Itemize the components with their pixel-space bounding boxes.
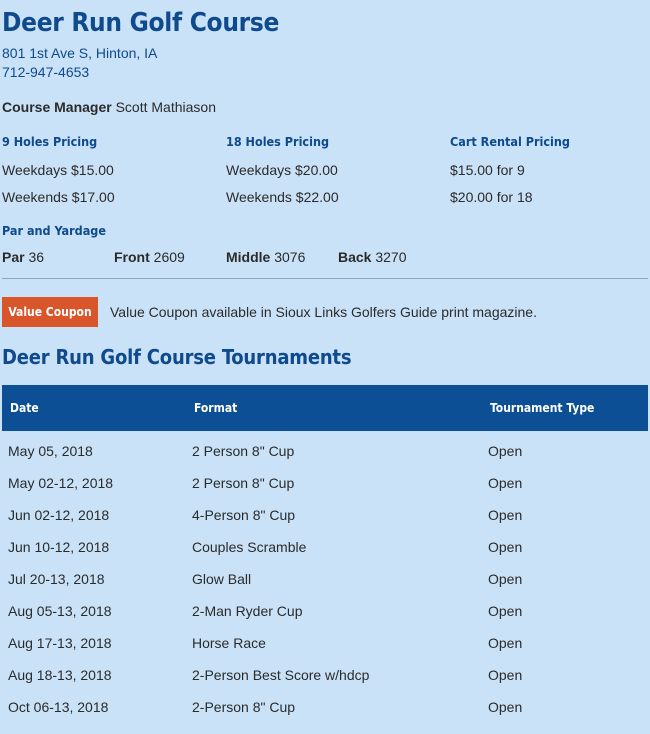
row-type: Open <box>488 667 523 683</box>
table-row <box>2 691 648 723</box>
par-yardage-row <box>2 249 648 267</box>
nine-holes-pricing <box>2 134 115 206</box>
course-name: Deer Run Golf Course <box>2 8 280 38</box>
row-date: Aug 18-13, 2018 <box>8 667 112 683</box>
course-page <box>2 6 648 723</box>
row-format: 2 Person 8" Cup <box>192 475 295 491</box>
row-type: Open <box>488 443 523 459</box>
front-label: Front <box>114 249 150 265</box>
row-type: Open <box>488 571 523 587</box>
course-phone[interactable]: 712-947-4653 <box>2 64 90 80</box>
row-date: Jun 02-12, 2018 <box>8 507 110 523</box>
header-date: Date <box>2 385 186 431</box>
middle-number: 3076 <box>274 249 306 265</box>
row-type: Open <box>488 603 523 619</box>
par-label: Par <box>2 249 25 265</box>
row-format: 2 Person 8" Cup <box>192 443 295 459</box>
row-date: May 02-12, 2018 <box>8 475 114 491</box>
course-manager-label: Course Manager <box>2 99 112 115</box>
course-manager-name: Scott Mathiason <box>115 99 216 115</box>
row-format: 2-Man Ryder Cup <box>192 603 303 619</box>
tournaments-header-row <box>2 385 648 431</box>
cart-rental-nine: $15.00 for 9 <box>450 162 525 178</box>
front-yardage <box>114 249 185 265</box>
row-type: Open <box>488 699 523 715</box>
coupon-description: Value Coupon available in Sioux Links Golfers Guide print magazine. <box>110 304 537 320</box>
row-type: Open <box>488 539 523 555</box>
table-row <box>2 431 648 467</box>
row-format: 4-Person 8" Cup <box>192 507 296 523</box>
middle-yardage <box>226 249 305 265</box>
course-manager <box>2 98 648 116</box>
row-date: Aug 17-13, 2018 <box>8 635 112 651</box>
header-tournament-type: Tournament Type <box>482 385 648 431</box>
row-format: Glow Ball <box>192 571 252 587</box>
back-label: Back <box>338 249 372 265</box>
table-row <box>2 531 648 563</box>
pricing-section <box>2 134 648 209</box>
par-value <box>2 249 44 265</box>
row-format: 2-Person Best Score w/hdcp <box>192 667 370 683</box>
row-format: Horse Race <box>192 635 266 651</box>
eighteen-holes-weekends: Weekends $22.00 <box>226 189 339 205</box>
table-row <box>2 595 648 627</box>
row-date: Aug 05-13, 2018 <box>8 603 112 619</box>
row-type: Open <box>488 475 523 491</box>
cart-rental-pricing <box>450 134 570 206</box>
eighteen-holes-weekdays: Weekdays $20.00 <box>226 162 338 178</box>
nine-holes-weekends: Weekends $17.00 <box>2 189 115 205</box>
cart-rental-eighteen: $20.00 for 18 <box>450 189 533 205</box>
tournaments-title: Deer Run Golf Course Tournaments <box>2 345 352 369</box>
eighteen-holes-heading: 18 Holes Pricing <box>226 134 330 149</box>
par-yardage-heading: Par and Yardage <box>2 223 106 238</box>
row-format: Couples Scramble <box>192 539 307 555</box>
back-yardage <box>338 249 407 265</box>
course-address[interactable]: 801 1st Ave S, Hinton, IA <box>2 45 158 61</box>
middle-label: Middle <box>226 249 271 265</box>
table-row <box>2 499 648 531</box>
front-number: 2609 <box>153 249 185 265</box>
table-row <box>2 467 648 499</box>
row-format: 2-Person 8" Cup <box>192 699 296 715</box>
header-format: Format <box>186 385 482 431</box>
par-number: 36 <box>28 249 45 265</box>
row-date: May 05, 2018 <box>8 443 93 459</box>
table-row <box>2 563 648 595</box>
table-row <box>2 659 648 691</box>
value-coupon-button[interactable]: Value Coupon <box>2 297 98 327</box>
row-date: Jul 20-13, 2018 <box>8 571 105 587</box>
table-row <box>2 627 648 659</box>
coupon-row <box>2 297 648 327</box>
nine-holes-weekdays: Weekdays $15.00 <box>2 162 114 178</box>
section-divider <box>2 278 648 279</box>
row-date: Oct 06-13, 2018 <box>8 699 109 715</box>
eighteen-holes-pricing <box>226 134 339 206</box>
cart-rental-heading: Cart Rental Pricing <box>450 134 570 149</box>
tournaments-table <box>2 385 648 723</box>
row-date: Jun 10-12, 2018 <box>8 539 110 555</box>
back-number: 3270 <box>375 249 407 265</box>
row-type: Open <box>488 507 523 523</box>
nine-holes-heading: 9 Holes Pricing <box>2 134 98 149</box>
row-type: Open <box>488 635 523 651</box>
